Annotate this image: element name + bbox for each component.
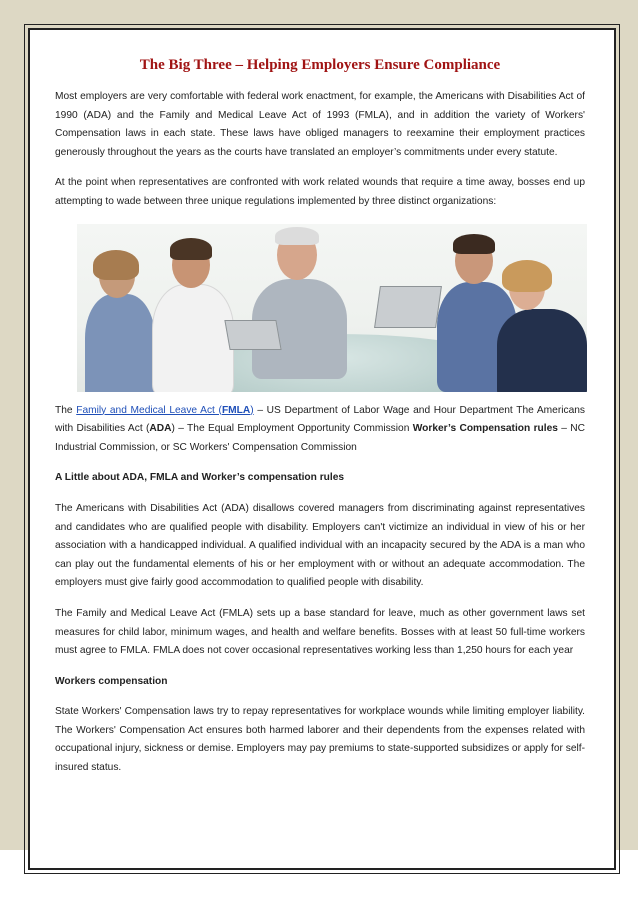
fmla-link[interactable] <box>76 405 253 416</box>
wc-rules-label: Worker’s Compensation rules <box>412 423 558 435</box>
section-heading-workers-compensation: Workers compensation <box>55 675 168 687</box>
document-body <box>55 56 585 790</box>
fmla-paragraph: The Family and Medical Leave Act (FMLA) sets up a base standard for leave, much as other government laws set measures for child labor, minimum wages, and health and welfare benefits. Bosses with at least 50 full-time workers must agree to FMLA. FMLA does not cover occasional representatives working less than 1,250 hours for each year <box>55 607 585 657</box>
fmla-link-suffix: ) <box>250 404 254 416</box>
fmla-link-abbr: FMLA <box>221 404 251 416</box>
ada-abbr: ADA <box>149 423 172 435</box>
ada-agency-text: ) – The Equal Employment Opportunity Commission <box>171 423 413 435</box>
fmla-agency-text: – US Department of Labor Wage and Hour Department The Americans with Disabilities Act ( <box>55 404 585 435</box>
fmla-link-text: Family and Medical Leave Act ( <box>76 404 222 416</box>
workers-compensation-paragraph: State Workers' Compensation laws try to repay representatives for workplace wounds while limiting employer liability. The Workers' Compensation Act ensures both harmed laborer and their dependents from the expenses related with occupational injury, sickness or demise. Employers may pay premiums to state-supported subsidizes or apply for self-insured status. <box>55 706 585 774</box>
ada-paragraph: The Americans with Disabilities Act (ADA) disallows covered managers from discriminating against representatives and candidates who are qualified people with disability. Employers can't victimize an individual in view of his or her association with a handicapped individual. A qualified individual with an incapacity secured by the ADA is a man who can play out the fundamental elements of his or her employment with or without an adequate accommodation. The employers must give fairly good accommodation to qualified people with disability. <box>55 502 585 589</box>
laptop-right <box>374 286 442 328</box>
intro-paragraph-1: Most employers are very comfortable with federal work enactment, for example, the Americans with Disabilities Act of 1990 (ADA) and the Family and Medical Leave Act of 1993 (FMLA), and in addition the variety of Workers' Compensation laws in each state. These laws have obliged managers to reexamine their employment practices generously throughout the years as the courts have translated an employer’s commitments under every statute. <box>55 91 585 158</box>
laptop-center <box>224 320 281 350</box>
document-title: The Big Three – Helping Employers Ensure Compliance <box>139 57 501 73</box>
agencies-intro-word: The <box>55 404 73 416</box>
intro-paragraph-2: At the point when representatives are confronted with work related wounds that require a time away, bosses end up attempting to wade between three unique regulations implemented by three distinct organizations: <box>55 177 585 207</box>
agencies-paragraph <box>55 402 585 458</box>
business-meeting-photo <box>77 224 587 392</box>
wc-agency-text: – NC Industrial Commission, or SC Workers' Compensation Commission <box>55 423 585 453</box>
section-heading-overview: A Little about ADA, FMLA and Worker’s compensation rules <box>55 472 345 484</box>
